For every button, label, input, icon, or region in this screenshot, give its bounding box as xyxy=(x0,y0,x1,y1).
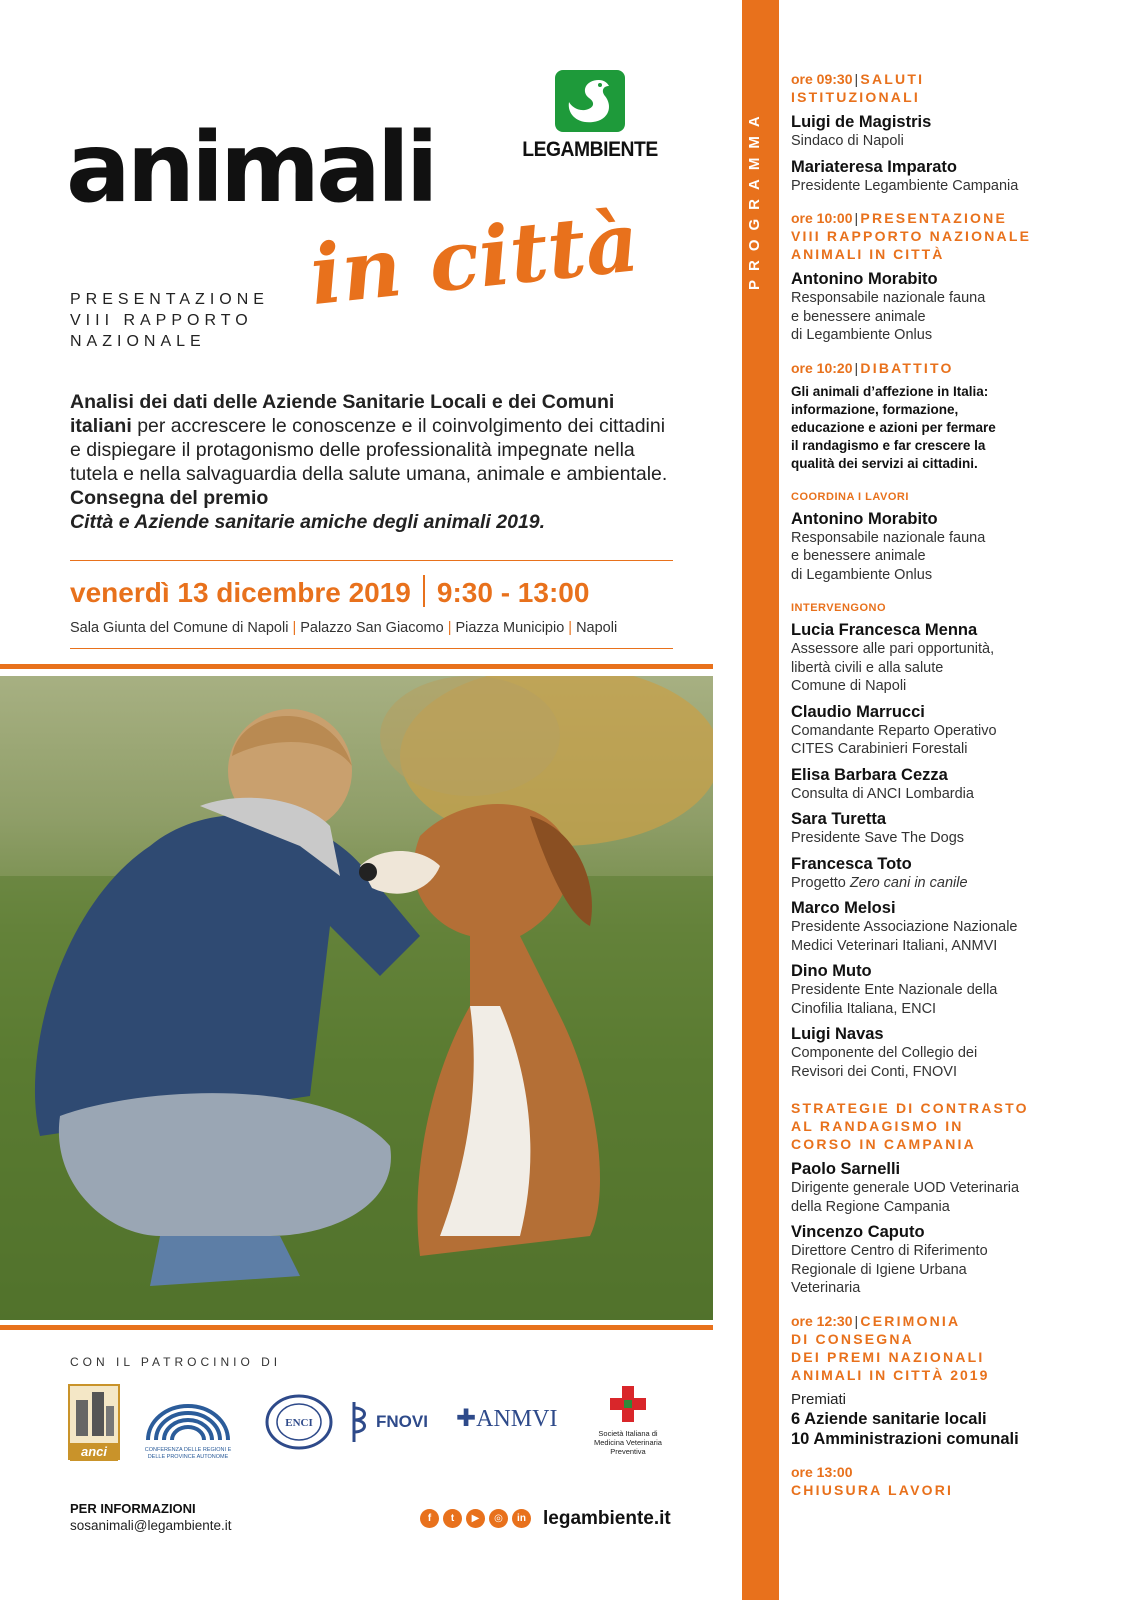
speaker-role: Dirigente generale UOD Veterinaria della Regione Campania xyxy=(791,1180,1020,1215)
child-dog-illustration xyxy=(0,676,713,1320)
session-header: ore 13:00 CHIUSURA LAVORI xyxy=(791,1463,954,1498)
speaker-name: Antonino Morabito xyxy=(791,509,938,528)
awardee-item: 6 Aziende sanitarie locali xyxy=(791,1409,987,1428)
speaker-role: Presidente Associazione Nazionale Medici Veterinari Italiani, ANMVI xyxy=(791,919,1018,954)
session-header: ore 10:00 | PRESENTAZIONE VIII RAPPORTO NAZIONALE ANIMALI IN CITTÀ xyxy=(791,210,1032,262)
divider xyxy=(70,648,673,649)
info-label: PER INFORMAZIONI xyxy=(70,1501,196,1516)
website-link[interactable]: legambiente.it xyxy=(543,1508,671,1529)
anci-label: anci xyxy=(70,1443,118,1461)
anmvi-logo xyxy=(456,1404,568,1433)
awardees-label: Premiati xyxy=(791,1390,847,1408)
anci-logo xyxy=(68,1384,120,1460)
subtitle-line: VIII RAPPORTO xyxy=(70,312,253,329)
speaker-role: Sindaco di Napoli xyxy=(791,133,904,149)
speaker-role: Presidente Save The Dogs xyxy=(791,830,965,846)
simvep-label: Società Italiana di Medicina Veterinaria Preventiva xyxy=(594,1429,662,1456)
speaker-role: Responsabile nazionale fauna e benessere animale di Legambiente Onlus xyxy=(791,529,986,583)
event-datetime xyxy=(70,575,673,609)
program-band-label xyxy=(746,260,763,290)
intro-bold: Analisi dei dati delle Aziende Sanitarie Locali e dei Comuni italiani xyxy=(70,391,615,437)
speaker-role: Presidente Legambiente Campania xyxy=(791,177,1019,194)
session-header: ore 09:30 | SALUTI ISTITUZIONALI xyxy=(791,71,925,105)
simvep-logo xyxy=(588,1384,668,1456)
conferenza-label: CONFERENZA DELLE REGIONI E DELLE PROVINCE AUTONOME xyxy=(144,1447,232,1460)
event-time: 9:30 - 13:00 xyxy=(436,577,590,608)
fnovi-label: FNOVI xyxy=(376,1412,428,1431)
enci-logo xyxy=(264,1392,334,1452)
speaker-role: Consulta di ANCI Lombardia xyxy=(791,785,974,802)
title-animali: animali xyxy=(66,112,435,224)
speaker-name: Paolo Sarnelli xyxy=(791,1160,901,1178)
subtitle-line: NAZIONALE xyxy=(70,333,206,350)
speaker-name: Elisa Barbara Cezza xyxy=(791,765,948,784)
speaker-name: Luigi Navas xyxy=(791,1025,884,1043)
photo-child-with-dog xyxy=(0,676,713,1320)
youtube-icon[interactable]: ▶ xyxy=(466,1509,485,1528)
subtitle-line: PRESENTAZIONE xyxy=(70,291,269,308)
speaker-name: Dino Muto xyxy=(791,962,872,980)
castle-icon xyxy=(70,1386,118,1438)
title-in-citta: in città xyxy=(305,194,644,324)
speaker-name: Sara Turetta xyxy=(791,810,887,828)
conferenza-regioni-logo xyxy=(142,1402,234,1461)
awardee-item: 10 Amministrazioni comunali xyxy=(791,1429,1019,1448)
speaker-name: Claudio Marrucci xyxy=(791,702,925,721)
legambiente-logo xyxy=(505,70,675,162)
speaker-role: Progetto Zero cani in canile xyxy=(791,874,968,891)
session-header: ore 10:20 | DIBATTITO xyxy=(791,359,954,376)
social-icons xyxy=(420,1509,531,1528)
brand-name: LEGAMBIENTE xyxy=(522,138,658,161)
speaker-role: Componente del Collegio dei Revisori dei Conti, FNOVI xyxy=(791,1045,978,1080)
speaker-role: Assessore alle pari opportunità, libertà civili e alla salute Comune di Napoli xyxy=(791,641,995,694)
event-venue: Sala Giunta del Comune di Napoli | Palazzo San Giacomo | Piazza Municipio | Napoli xyxy=(70,620,618,636)
instagram-icon[interactable]: ◎ xyxy=(489,1509,508,1528)
speaker-name: Mariateresa Imparato xyxy=(791,157,957,176)
speaker-role: Comandante Reparto Operativo CITES Carabinieri Forestali xyxy=(791,722,997,757)
speaker-role: Presidente Ente Nazionale della Cinofilia Italiana, ENCI xyxy=(791,982,998,1017)
venue-part: Sala Giunta del Comune di Napoli xyxy=(70,620,289,636)
venue-part: Piazza Municipio xyxy=(455,620,565,636)
program-list xyxy=(791,70,1091,1499)
strategy-header: STRATEGIE DI CONTRASTO AL RANDAGISMO IN CORSO IN CAMPANIA xyxy=(791,1100,1029,1152)
speaker-name: Marco Melosi xyxy=(791,899,896,917)
coordinator-label: COORDINA I LAVORI xyxy=(791,490,909,503)
divider xyxy=(70,560,673,561)
speaker-name: Vincenzo Caputo xyxy=(791,1223,925,1241)
intro-award-name: Città e Aziende sanitarie amiche degli animali 2019. xyxy=(70,511,546,533)
speaker-role: Direttore Centro di Riferimento Regionale di Igiene Urbana Veterinaria xyxy=(791,1243,988,1296)
session-header: ore 12:30 | CERIMONIA DI CONSEGNA DEI PREMI NAZIONALI ANIMALI IN CITTÀ 2019 xyxy=(791,1312,990,1383)
simvep-cross-icon xyxy=(608,1384,648,1424)
speaker-name: Francesca Toto xyxy=(791,854,912,873)
fnovi-snake-icon xyxy=(350,1400,372,1444)
patronage-logos xyxy=(68,1384,678,1464)
intro-text: per accrescere le conoscenze e il coinvolgimento dei cittadini e dispiegare il protagonismo delle professionalità impegnate nella tutela e nella salvaguardia della salute umana, animale e ambientale. xyxy=(70,415,668,485)
swan-icon xyxy=(555,70,625,132)
debate-topic: Gli animali d’affezione in Italia: informazione, formazione, educazione e azioni per fermare il randagismo e far crescere la qualità dei servizi ai cittadini. xyxy=(791,383,996,471)
facebook-icon[interactable]: f xyxy=(420,1509,439,1528)
venue-part: Palazzo San Giacomo xyxy=(300,620,444,636)
orange-rule xyxy=(0,1325,713,1330)
speaker-name: Antonino Morabito xyxy=(791,270,938,288)
arches-icon xyxy=(142,1402,234,1442)
event-date: venerdì 13 dicembre 2019 xyxy=(70,577,411,608)
venue-part: Napoli xyxy=(576,620,618,636)
speaker-role: Responsabile nazionale fauna e benessere animale di Legambiente Onlus xyxy=(791,290,986,343)
info-email[interactable]: sosanimali@legambiente.it xyxy=(70,1518,232,1533)
patronage-label: CON IL PATROCINIO DI xyxy=(70,1355,282,1369)
enci-seal-icon xyxy=(264,1392,334,1452)
speaker-name: Lucia Francesca Menna xyxy=(791,621,978,639)
speaker-name: Luigi de Magistris xyxy=(791,113,932,131)
subtitle xyxy=(70,289,269,352)
speakers-label: INTERVENGONO xyxy=(791,602,887,614)
intro-paragraph xyxy=(70,390,670,534)
linkedin-icon[interactable]: in xyxy=(512,1509,531,1528)
orange-rule xyxy=(0,664,713,669)
svg-text:ENCI: ENCI xyxy=(285,1417,313,1429)
divider xyxy=(423,575,425,607)
twitter-icon[interactable]: t xyxy=(443,1509,462,1528)
anmvi-label: ✚ANMVI xyxy=(456,1406,558,1432)
intro-bold-award: Consegna del premio xyxy=(70,487,269,509)
